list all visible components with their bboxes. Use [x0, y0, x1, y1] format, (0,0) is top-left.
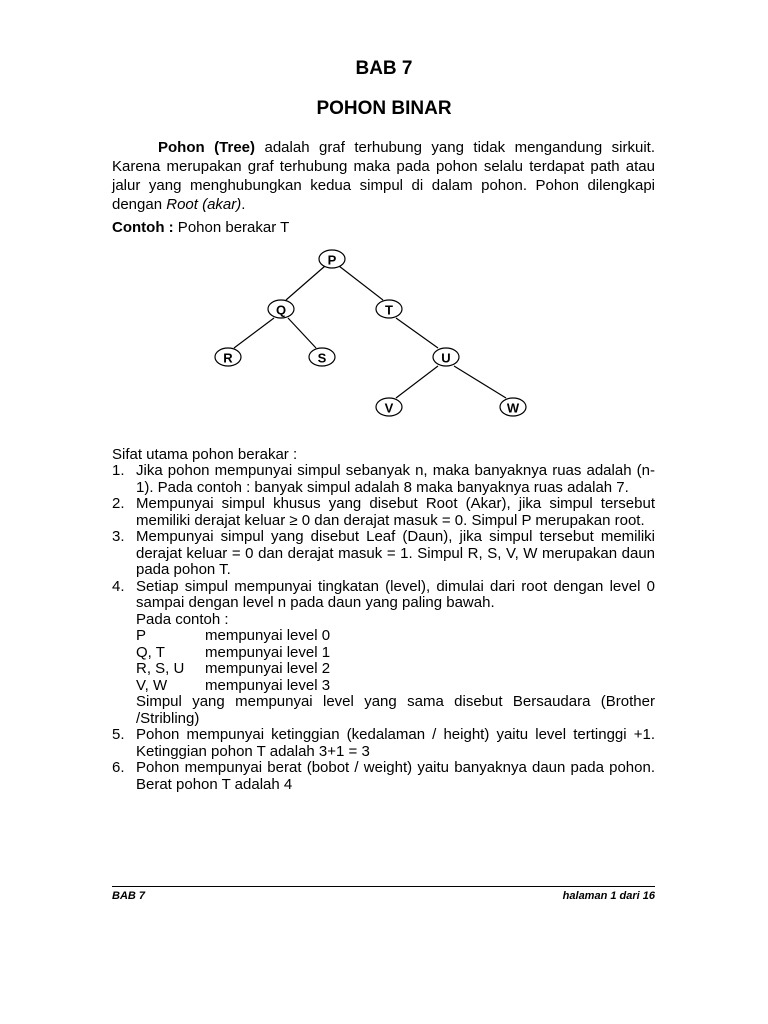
level-row [136, 678, 655, 695]
rooted-tree-diagram [200, 244, 540, 424]
example-label: Contoh : [112, 219, 174, 236]
property-item [112, 463, 655, 496]
property-item [112, 529, 655, 579]
property-item [112, 727, 655, 760]
properties-list [112, 463, 655, 793]
property-number: 4. [112, 577, 125, 595]
level-nodes: P [136, 627, 147, 644]
edge-p-t [339, 266, 383, 300]
property-number: 5. [112, 726, 125, 743]
tree-node-u-label: U [441, 350, 451, 366]
example-text: Pohon berakar T [173, 219, 290, 236]
property-text: Mempunyai simpul yang disebut Leaf (Daun), jika simpul tersebut memiliki derajat keluar = 0 dan derajat masuk = 1. Simpul R, S, V, W merupakan daun pada pohon T. [136, 528, 655, 578]
property-text: Jika pohon mempunyai simpul sebanyak n, maka banyaknya ruas adalah (n-1). Pada contoh : banyak simpul adalah 8 maka banyaknya ruas adalah 7. [136, 462, 655, 496]
property-item [112, 496, 655, 529]
property-text: Pohon mempunyai ketinggian (kedalaman / height) yaitu level tertinggi +1. Ketinggian pohon T adalah 3+1 = 3 [136, 726, 655, 760]
footer-page-number: halaman 1 dari 16 [562, 890, 655, 902]
chapter-heading: BAB 7 [355, 58, 413, 79]
property-number: 2. [112, 495, 125, 512]
tree-node-p-label: P [327, 252, 337, 268]
edge-q-r [234, 318, 274, 348]
property-text: Pohon mempunyai berat (bobot / weight) yaitu banyaknya daun pada pohon. Berat pohon T adalah 4 [136, 759, 655, 793]
level-row [136, 661, 655, 678]
level-desc: mempunyai level 1 [205, 643, 331, 661]
property-text: Mempunyai simpul khusus yang disebut Root (Akar), jika simpul tersebut memiliki derajat keluar ≥ 0 dan derajat masuk = 0. Simpul P merupakan root. [136, 495, 655, 529]
intro-text-1: adalah graf terhubung yang tidak mengandung sirkuit. Karena merupakan graf terhubung maka pada pohon selalu terdapat path atau jalur yang menghubungkan kedua simpul di dalam pohon. Pohon dilengkapi dengan [112, 139, 656, 213]
edge-u-v [396, 366, 438, 398]
property-item [112, 760, 655, 793]
tree-node-v-label: V [384, 400, 394, 416]
edge-q-s [288, 318, 316, 348]
level-desc: mempunyai level 3 [205, 676, 331, 694]
property-number: 1. [112, 462, 125, 479]
property-text: Setiap simpul mempunyai tingkatan (level), dimulai dari root dengan level 0 sampai dengan level n pada daun yang paling bawah. [136, 577, 655, 611]
property-number: 3. [112, 528, 125, 545]
tree-node-r-label: R [223, 350, 233, 366]
tree-node-s-label: S [317, 350, 327, 366]
edge-t-u [396, 318, 438, 348]
footer-divider [112, 886, 655, 887]
level-desc: mempunyai level 0 [205, 627, 331, 644]
property-number: 6. [112, 759, 125, 776]
intro-paragraph [112, 138, 655, 214]
level-desc: mempunyai level 2 [205, 660, 331, 677]
tree-node-t-label: T [385, 302, 393, 318]
level-row [136, 645, 655, 662]
level-nodes: V, W [136, 676, 168, 694]
properties-heading: Sifat utama pohon berakar : [112, 446, 298, 463]
level-nodes: Q, T [136, 643, 165, 661]
level-nodes: R, S, U [136, 660, 185, 677]
edge-u-w [454, 366, 506, 398]
example-caption [112, 218, 289, 237]
edge-p-q [286, 266, 325, 300]
page-title: POHON BINAR [316, 98, 452, 119]
property-item [112, 579, 655, 728]
intro-term: Pohon (Tree) [158, 139, 255, 156]
sibling-note: Simpul yang mempunyai level yang sama disebut Bersaudara (Brother /Stribling) [136, 693, 655, 727]
footer-chapter: BAB 7 [112, 890, 146, 902]
intro-root-term: Root (akar) [166, 196, 242, 213]
tree-node-w-label: W [506, 400, 520, 416]
intro-text-2: . [241, 196, 246, 213]
tree-node-q-label: Q [275, 302, 287, 318]
levels-intro: Pada contoh : [136, 610, 229, 628]
level-row [136, 628, 655, 645]
